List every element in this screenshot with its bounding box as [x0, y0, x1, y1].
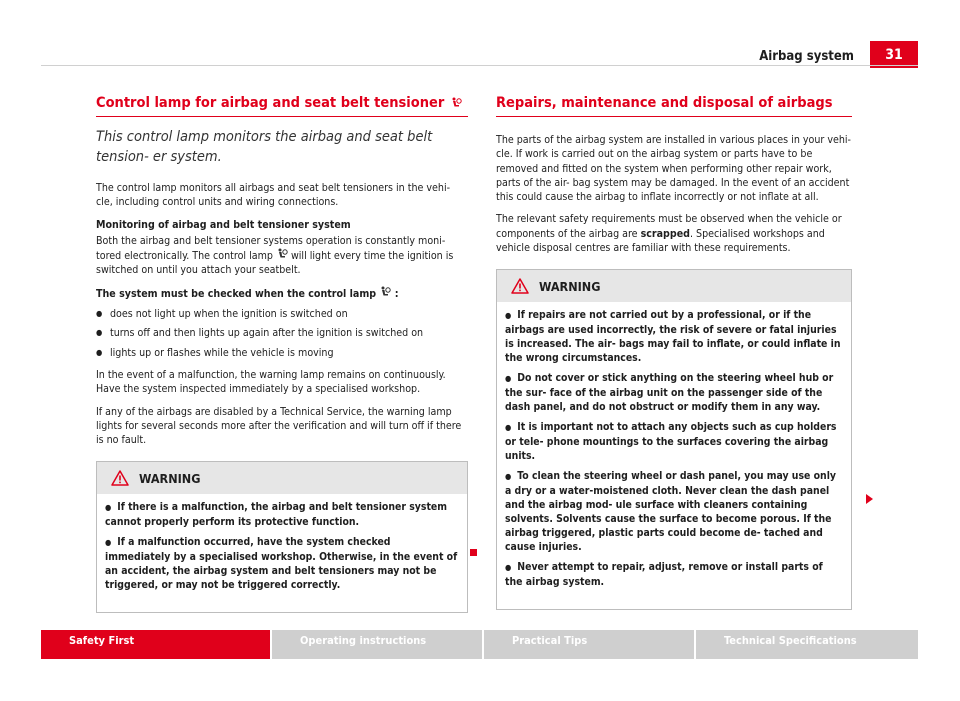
left-bullet-list [96, 307, 468, 360]
chapter-title: Airbag system [759, 49, 854, 64]
warning-item [505, 308, 843, 365]
list-item: ● does not light up when the ignition is switched on [96, 307, 468, 321]
warning-item [505, 371, 843, 414]
right-p2-bold: scrapped [640, 227, 690, 240]
warning-item [505, 560, 843, 589]
left-p2-part-a: Both the airbag and belt tensioner systems operation is constantly moni- tored electronically. The control lamp [96, 234, 446, 263]
left-sub2-part-a: The system must be checked when the control lamp [96, 287, 377, 300]
list-item: ● lights up or flashes while the vehicle is moving [96, 346, 468, 360]
warning-item-text: Do not cover or stick anything on the steering wheel hub or the sur- face of the airbag unit on the passenger side of the dash panel, and do not obstruct or modify them in any way. [505, 372, 834, 414]
airbag-seat-icon [379, 286, 391, 298]
left-warning-box [96, 461, 468, 613]
left-heading [96, 95, 468, 117]
tab-safety-first[interactable]: Safety First [41, 630, 270, 659]
tab-technical-specifications[interactable]: Technical Specifications [696, 630, 918, 659]
right-warning-box [496, 269, 852, 610]
left-paragraph-2 [96, 234, 468, 278]
warning-title: WARNING [139, 470, 201, 486]
warning-item-text: If a malfunction occurred, have the system checked immediately by a specialised workshop. Otherwise, in the event of an accident, the airbag system and belt tensioners may not be triggered, or may not be triggered correctly. [105, 536, 458, 592]
warning-list [97, 494, 467, 604]
left-paragraph-3: In the event of a malfunction, the warning lamp remains on continuously. Have the system inspected immediately by a specialised workshop. [96, 368, 446, 396]
left-heading-text: Control lamp for airbag and seat belt tensioner [96, 95, 445, 111]
warning-item-text: To clean the steering wheel or dash panel, you may use only a dry or a water-moistened cloth. Never clean the dash panel and the airbag mod- ule surface with cleaners containing solvents. Solvents cause the surface to become porous. If the airbag triggered, plastic parts could become de- tached and cause injuries. [505, 470, 836, 554]
tab-operating-instructions[interactable]: Operating instructions [272, 630, 482, 659]
footer-nav [41, 630, 918, 659]
warning-item-text: If repairs are not carried out by a professional, or if the airbags are used incorrectly, the risk of severe or fatal injuries is increased. The air- bags may fail to inflate, or could inflate in the wrong circumstances. [505, 309, 841, 365]
bullet-dot: ● [105, 503, 112, 513]
airbag-seat-icon [276, 248, 288, 260]
bullet-dot: ● [505, 563, 512, 573]
right-paragraph-1: The parts of the airbag system are installed in various places in your vehi- cle. If work is carried out on the airbag system or parts have to be removed and fitted on the system when performing other repair work, parts of the air- bag system may be damaged. In the event of an accident this could cause the airbag to inflate incorrectly or not inflate at all. [496, 134, 851, 204]
airbag-seat-icon [450, 97, 462, 109]
warning-title: WARNING [539, 278, 601, 294]
warning-header [97, 462, 467, 494]
bullet-dot: ● [505, 423, 512, 433]
warning-item [505, 469, 843, 554]
left-intro: This control lamp monitors the airbag and seat belt tension- er system. [96, 129, 433, 165]
warning-item [505, 420, 843, 463]
warning-item [105, 535, 459, 592]
bullet-dot: ● [505, 374, 512, 384]
right-heading: Repairs, maintenance and disposal of airbags [496, 95, 852, 117]
warning-triangle-icon [111, 470, 129, 486]
list-item: ● turns off and then lights up again after the ignition is switched on [96, 326, 468, 340]
left-subheading-1: Monitoring of airbag and belt tensioner system [96, 218, 351, 231]
right-p2-part-b: . Specialised workshops and vehicle disposal centres are familiar with these requirements. [496, 227, 825, 255]
tab-practical-tips[interactable]: Practical Tips [484, 630, 694, 659]
warning-header [497, 270, 851, 302]
warning-item [105, 500, 459, 529]
warning-triangle-icon [511, 278, 529, 294]
section-end-marker [470, 549, 477, 556]
warning-item-text: Never attempt to repair, adjust, remove or install parts of the airbag system. [505, 561, 823, 589]
left-column [96, 95, 468, 613]
page-number: 31 [870, 41, 918, 68]
right-column [496, 95, 852, 610]
header-rule [41, 65, 918, 66]
left-p2-part-b: will light every time the ignition is switched on until you attach your seatbelt. [96, 250, 454, 277]
warning-item-text: It is important not to attach any objects such as cup holders or tele- phone mountings to the surfaces covering the airbag units. [505, 421, 837, 463]
warning-list [497, 302, 851, 601]
bullet-dot: ● [105, 538, 112, 548]
bullet-dot: ● [505, 311, 512, 321]
left-subheading-2 [96, 286, 468, 301]
bullet-dot: ● [505, 472, 512, 482]
left-sub2-part-b: : [394, 287, 399, 300]
left-paragraph-1: The control lamp monitors all airbags and seat belt tensioners in the vehi- cle, including control units and wiring connections. [96, 182, 451, 209]
warning-item-text: If there is a malfunction, the airbag and belt tensioner system cannot properly perform its protective function. [105, 501, 447, 529]
right-paragraph-2 [496, 212, 852, 255]
right-p2-part-a: The relevant safety requirements must be observed when the vehicle or components of the airbag are [496, 213, 842, 240]
left-paragraph-4: If any of the airbags are disabled by a Technical Service, the warning lamp lights for several seconds more after the verification and will turn off if there is no fault. [96, 405, 462, 447]
continue-arrow-icon [866, 494, 873, 504]
